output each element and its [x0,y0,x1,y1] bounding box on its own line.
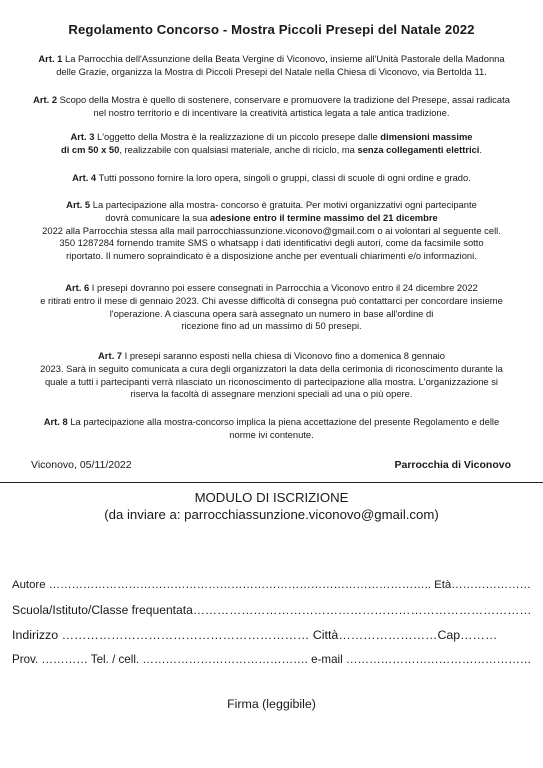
article-3-bold-dimensions: dimensioni massime [380,131,473,142]
article-8-line-1 [8,416,535,429]
article-5-line-3: 2022 alla Parrocchia stessa alla mail parrocchiassunzione.viconovo@gmail.com o ai volontari al seguente cell. [42,224,501,236]
form-line-author[interactable]: Autore ……………………………………………………………………………………….. Età………………… [12,579,531,591]
article-3-line-1 [8,131,535,144]
article-4-label: Art. 4 [72,172,97,183]
article-3-bold-no-electric: senza collegamenti elettrici [357,143,480,155]
article-6-line-2: e ritirati entro il mese di gennaio 2023. Chi avesse difficoltà di consegna può contattarci per concordare insieme [40,294,503,306]
article-8-label: Art. 8 [43,416,68,427]
form-subtitle: (da inviare a: parrocchiassunzione.viconovo@gmail.com) [104,507,439,522]
article-3-text-1a: L'oggetto della Mostra è la realizzazione di un piccolo presepe dalle [94,131,381,142]
signature-date: Viconovo, 05/11/2022 [31,459,132,471]
article-5 [8,199,535,263]
signature-field-label: Firma (leggibile) [227,697,316,711]
article-3 [8,131,535,157]
article-5-line-1 [8,199,535,212]
article-1 [8,53,535,79]
article-7-line-2: 2023. Sarà in seguito comunicata a cura degli organizzatori la data della cerimonia di riconoscimento durante la [40,362,503,374]
page-title: Regolamento Concorso - Mostra Piccoli Presepi del Natale 2022 [68,22,475,37]
form-line-address[interactable]: Indirizzo …………………………………………………… Città……………………Cap……… [12,628,498,642]
article-1-label: Art. 1 [38,53,63,64]
article-6-label: Art. 6 [65,282,90,293]
article-5-text-2a: dovrà comunicare la sua [105,211,211,223]
article-6-text-1: I presepi dovranno poi essere consegnati in Parrocchia a Viconovo entro il 24 dicembre 2022 [89,282,478,293]
article-3-text-2d: . [479,143,483,155]
article-7-text-1: I presepi saranno esposti nella chiesa di Viconovo fino a domenica 8 gennaio [122,350,445,361]
article-5-line-4: 350 1287284 fornendo tramite SMS o whatsapp i dati identificativi degli autori, come da facsimile sotto [59,237,484,249]
article-7-label: Art. 7 [98,350,122,361]
article-6-line-4: ricezione fino ad un massimo di 50 presepi. [181,320,362,332]
article-7-line-3: quale a tutti i partecipanti verrà rilasciato un riconoscimento di partecipazione alla mostra. L'organizzazione si [44,375,499,387]
article-3-bold-size: di cm 50 x 50 [60,143,120,155]
article-3-line-2 [8,144,535,157]
article-3-label: Art. 3 [70,131,95,142]
article-6-line-1 [8,282,535,295]
section-divider [0,482,543,483]
article-2-line-2: nel nostro territorio e di incentivare la creatività artistica legata a tale antica tradizione. [93,106,450,118]
article-2-text-1: Scopo della Mostra è quello di sostenere, conservare e promuovere la tradizione del Presepe, assai radicata [57,94,510,105]
article-8-text-1: La partecipazione alla mostra-concorso implica la piena accettazione del presente Regolamento e delle [67,416,500,427]
article-6-line-3: l'operazione. A ciascuna opera sarà assegnato un numero in base all'ordine di [109,307,434,319]
article-5-text-1: La partecipazione alla mostra- concorso è gratuita. Per motivi organizzativi ogni partecipante [90,199,477,210]
article-4-text-1: Tutti possono fornire la loro opera, singoli o gruppi, classi di scuole di ogni ordine e grado. [96,172,471,183]
article-7-line-4: riserva la facoltà di assegnare menzioni speciali ad una o più opere. [130,388,413,400]
article-1-line-2: delle Grazie, organizza la Mostra di Piccoli Presepi del Natale nella Chiesa di Viconovo, via Bertolda 11. [56,65,487,77]
article-5-line-5: riportato. Il numero sopraindicato è a disposizione anche per eventuali chiarimenti e/o informazioni. [66,250,477,262]
article-8-line-2: norme ivi contenute. [229,428,314,440]
article-2-line-1 [8,94,535,107]
article-7-line-1 [8,350,535,363]
article-4 [8,172,535,185]
article-2 [8,94,535,120]
article-5-bold-deadline: adesione entro il termine massimo del 21 dicembre [210,211,438,223]
form-header [0,489,543,523]
article-5-line-2 [8,212,535,225]
article-4-line-1 [8,172,535,185]
article-1-text-1: La Parrocchia dell'Assunzione della Beata Vergine di Viconovo, insieme all'Unità Pastorale della Madonna [62,53,505,64]
article-8 [8,416,535,442]
article-5-label: Art. 5 [66,199,91,210]
signature-organization: Parrocchia di Viconovo [394,459,511,471]
form-line-school[interactable]: Scuola/Istituto/Classe frequentata………………………………………………………………………… [12,603,532,617]
form-line-contacts[interactable]: Prov. ………… Tel. / cell. ……………………………………. e-mail ………………………………………… [12,653,532,666]
article-1-line-1 [8,53,535,66]
article-7 [8,350,535,401]
article-6 [8,282,535,333]
article-2-label: Art. 2 [33,94,58,105]
form-title: MODULO DI ISCRIZIONE [194,490,349,505]
article-3-text-2b: , realizzabile con qualsiasi materiale, anche di riciclo, ma [119,143,358,155]
